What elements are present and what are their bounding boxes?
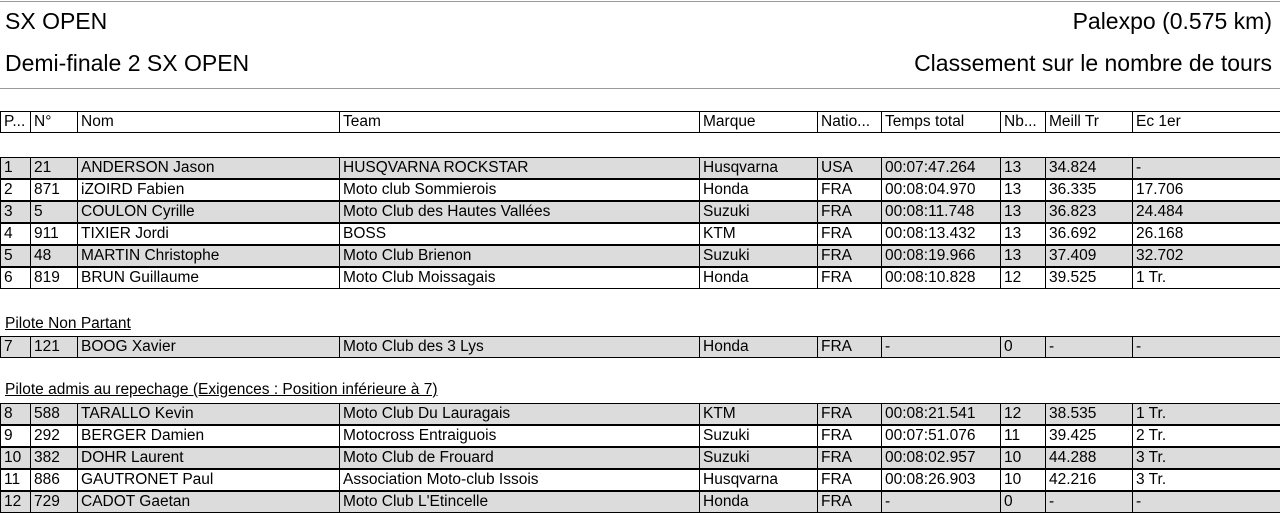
cell-name: ANDERSON Jason: [78, 158, 340, 178]
cell-num: 819: [31, 268, 78, 288]
cell-best: 38.535: [1046, 404, 1133, 424]
col-make: Marque: [700, 112, 818, 132]
cell-best: 39.425: [1046, 426, 1133, 446]
cell-laps: 13: [1001, 246, 1046, 266]
cell-team: Moto Club de Frouard: [340, 448, 700, 468]
cell-best: -: [1046, 337, 1133, 357]
event-title: SX OPEN: [5, 8, 108, 34]
cell-time: -: [882, 492, 1001, 512]
cell-best: 42.216: [1046, 470, 1133, 490]
cell-laps: 13: [1001, 202, 1046, 222]
table-row: [0, 447, 1280, 469]
cell-team: Moto Club des Hautes Vallées: [340, 202, 700, 222]
cell-time: 00:08:21.541: [882, 404, 1001, 424]
cell-pos: 9: [1, 426, 31, 446]
cell-num: 5: [31, 202, 78, 222]
cell-best: 36.335: [1046, 180, 1133, 200]
col-nat: Natio...: [818, 112, 882, 132]
cell-num: 48: [31, 246, 78, 266]
cell-num: 21: [31, 158, 78, 178]
cell-best: 44.288: [1046, 448, 1133, 468]
col-team: Team: [340, 112, 700, 132]
cell-laps: 12: [1001, 404, 1046, 424]
table-row: [0, 245, 1280, 267]
cell-gap: 2 Tr.: [1133, 426, 1280, 446]
table-row: [0, 223, 1280, 245]
col-best: Meill Tr: [1046, 112, 1133, 132]
cell-pos: 12: [1, 492, 31, 512]
cell-pos: 7: [1, 337, 31, 357]
cell-name: CADOT Gaetan: [78, 492, 340, 512]
col-time: Temps total: [882, 112, 1001, 132]
cell-nat: FRA: [818, 404, 882, 424]
cell-num: 588: [31, 404, 78, 424]
table-row: [0, 179, 1280, 201]
cell-laps: 11: [1001, 426, 1046, 446]
cell-make: Honda: [700, 180, 818, 200]
cell-name: MARTIN Christophe: [78, 246, 340, 266]
cell-gap: 3 Tr.: [1133, 448, 1280, 468]
cell-num: 911: [31, 224, 78, 244]
table-row: [0, 336, 1280, 358]
cell-make: Honda: [700, 268, 818, 288]
cell-laps: 13: [1001, 180, 1046, 200]
col-laps: Nb...: [1001, 112, 1046, 132]
cell-name: COULON Cyrille: [78, 202, 340, 222]
cell-pos: 10: [1, 448, 31, 468]
top-rule: [0, 1, 1280, 2]
race-title: Demi-finale 2 SX OPEN: [5, 50, 250, 76]
table-row: [0, 425, 1280, 447]
cell-name: BOOG Xavier: [78, 337, 340, 357]
venue-title: Palexpo (0.575 km): [1072, 8, 1272, 34]
cell-best: 34.824: [1046, 158, 1133, 178]
cell-team: Moto Club Moissagais: [340, 268, 700, 288]
col-gap: Ec 1er: [1133, 112, 1280, 132]
cell-make: Suzuki: [700, 448, 818, 468]
table-row: [0, 491, 1280, 513]
cell-team: Moto Club des 3 Lys: [340, 337, 700, 357]
cell-best: 39.525: [1046, 268, 1133, 288]
cell-gap: 24.484: [1133, 202, 1280, 222]
cell-nat: FRA: [818, 426, 882, 446]
cell-nat: FRA: [818, 268, 882, 288]
cell-team: Association Moto-club Issois: [340, 470, 700, 490]
cell-name: BERGER Damien: [78, 426, 340, 446]
cell-make: KTM: [700, 224, 818, 244]
cell-laps: 12: [1001, 268, 1046, 288]
cell-pos: 2: [1, 180, 31, 200]
cell-nat: USA: [818, 158, 882, 178]
cell-pos: 4: [1, 224, 31, 244]
cell-time: 00:08:19.966: [882, 246, 1001, 266]
table-row: [0, 403, 1280, 425]
repechage-label: Pilote admis au repechage (Exigences : Position inférieure à 7): [5, 381, 438, 398]
cell-make: Husqvarna: [700, 158, 818, 178]
cell-num: 382: [31, 448, 78, 468]
cell-name: BRUN Guillaume: [78, 268, 340, 288]
cell-best: -: [1046, 492, 1133, 512]
table-row: [0, 267, 1280, 289]
cell-pos: 3: [1, 202, 31, 222]
cell-gap: -: [1133, 337, 1280, 357]
cell-num: 729: [31, 492, 78, 512]
cell-num: 292: [31, 426, 78, 446]
cell-laps: 10: [1001, 470, 1046, 490]
cell-team: Motocross Entraiguois: [340, 426, 700, 446]
cell-gap: 17.706: [1133, 180, 1280, 200]
cell-team: Moto club Sommierois: [340, 180, 700, 200]
cell-laps: 0: [1001, 492, 1046, 512]
cell-name: GAUTRONET Paul: [78, 470, 340, 490]
cell-nat: FRA: [818, 337, 882, 357]
cell-pos: 11: [1, 470, 31, 490]
cell-name: TARALLO Kevin: [78, 404, 340, 424]
cell-time: 00:07:47.264: [882, 158, 1001, 178]
cell-make: Suzuki: [700, 426, 818, 446]
cell-num: 871: [31, 180, 78, 200]
cell-nat: FRA: [818, 180, 882, 200]
cell-laps: 13: [1001, 158, 1046, 178]
cell-pos: 8: [1, 404, 31, 424]
header-rule: [0, 88, 1280, 89]
cell-make: Honda: [700, 337, 818, 357]
cell-pos: 1: [1, 158, 31, 178]
col-pos: P...: [1, 112, 31, 132]
table-row: [0, 201, 1280, 223]
cell-gap: 26.168: [1133, 224, 1280, 244]
cell-best: 36.823: [1046, 202, 1133, 222]
cell-make: KTM: [700, 404, 818, 424]
cell-team: Moto Club Brienon: [340, 246, 700, 266]
cell-make: Husqvarna: [700, 470, 818, 490]
cell-team: Moto Club Du Lauragais: [340, 404, 700, 424]
col-num: N°: [31, 112, 78, 132]
cell-pos: 6: [1, 268, 31, 288]
cell-time: 00:08:13.432: [882, 224, 1001, 244]
cell-nat: FRA: [818, 224, 882, 244]
cell-nat: FRA: [818, 246, 882, 266]
cell-make: Suzuki: [700, 246, 818, 266]
cell-gap: 32.702: [1133, 246, 1280, 266]
cell-time: 00:08:10.828: [882, 268, 1001, 288]
cell-laps: 10: [1001, 448, 1046, 468]
cell-gap: -: [1133, 158, 1280, 178]
cell-gap: 1 Tr.: [1133, 268, 1280, 288]
ranking-title: Classement sur le nombre de tours: [914, 50, 1272, 76]
cell-nat: FRA: [818, 202, 882, 222]
cell-time: -: [882, 337, 1001, 357]
cell-best: 36.692: [1046, 224, 1133, 244]
cell-gap: 3 Tr.: [1133, 470, 1280, 490]
cell-num: 121: [31, 337, 78, 357]
table-row: [0, 157, 1280, 179]
cell-gap: 1 Tr.: [1133, 404, 1280, 424]
cell-team: HUSQVARNA ROCKSTAR: [340, 158, 700, 178]
cell-laps: 0: [1001, 337, 1046, 357]
cell-name: iZOIRD Fabien: [78, 180, 340, 200]
cell-nat: FRA: [818, 470, 882, 490]
cell-time: 00:08:26.903: [882, 470, 1001, 490]
cell-nat: FRA: [818, 492, 882, 512]
cell-best: 37.409: [1046, 246, 1133, 266]
cell-make: Honda: [700, 492, 818, 512]
cell-laps: 13: [1001, 224, 1046, 244]
cell-time: 00:08:04.970: [882, 180, 1001, 200]
col-name: Nom: [78, 112, 340, 132]
cell-time: 00:08:11.748: [882, 202, 1001, 222]
non-starters-label: Pilote Non Partant: [5, 315, 131, 332]
table-header: [0, 111, 1280, 133]
cell-make: Suzuki: [700, 202, 818, 222]
cell-gap: -: [1133, 492, 1280, 512]
cell-time: 00:07:51.076: [882, 426, 1001, 446]
cell-time: 00:08:02.957: [882, 448, 1001, 468]
cell-pos: 5: [1, 246, 31, 266]
cell-name: DOHR Laurent: [78, 448, 340, 468]
cell-team: Moto Club L'Etincelle: [340, 492, 700, 512]
cell-team: BOSS: [340, 224, 700, 244]
cell-name: TIXIER Jordi: [78, 224, 340, 244]
table-row: [0, 469, 1280, 491]
cell-nat: FRA: [818, 448, 882, 468]
cell-num: 886: [31, 470, 78, 490]
